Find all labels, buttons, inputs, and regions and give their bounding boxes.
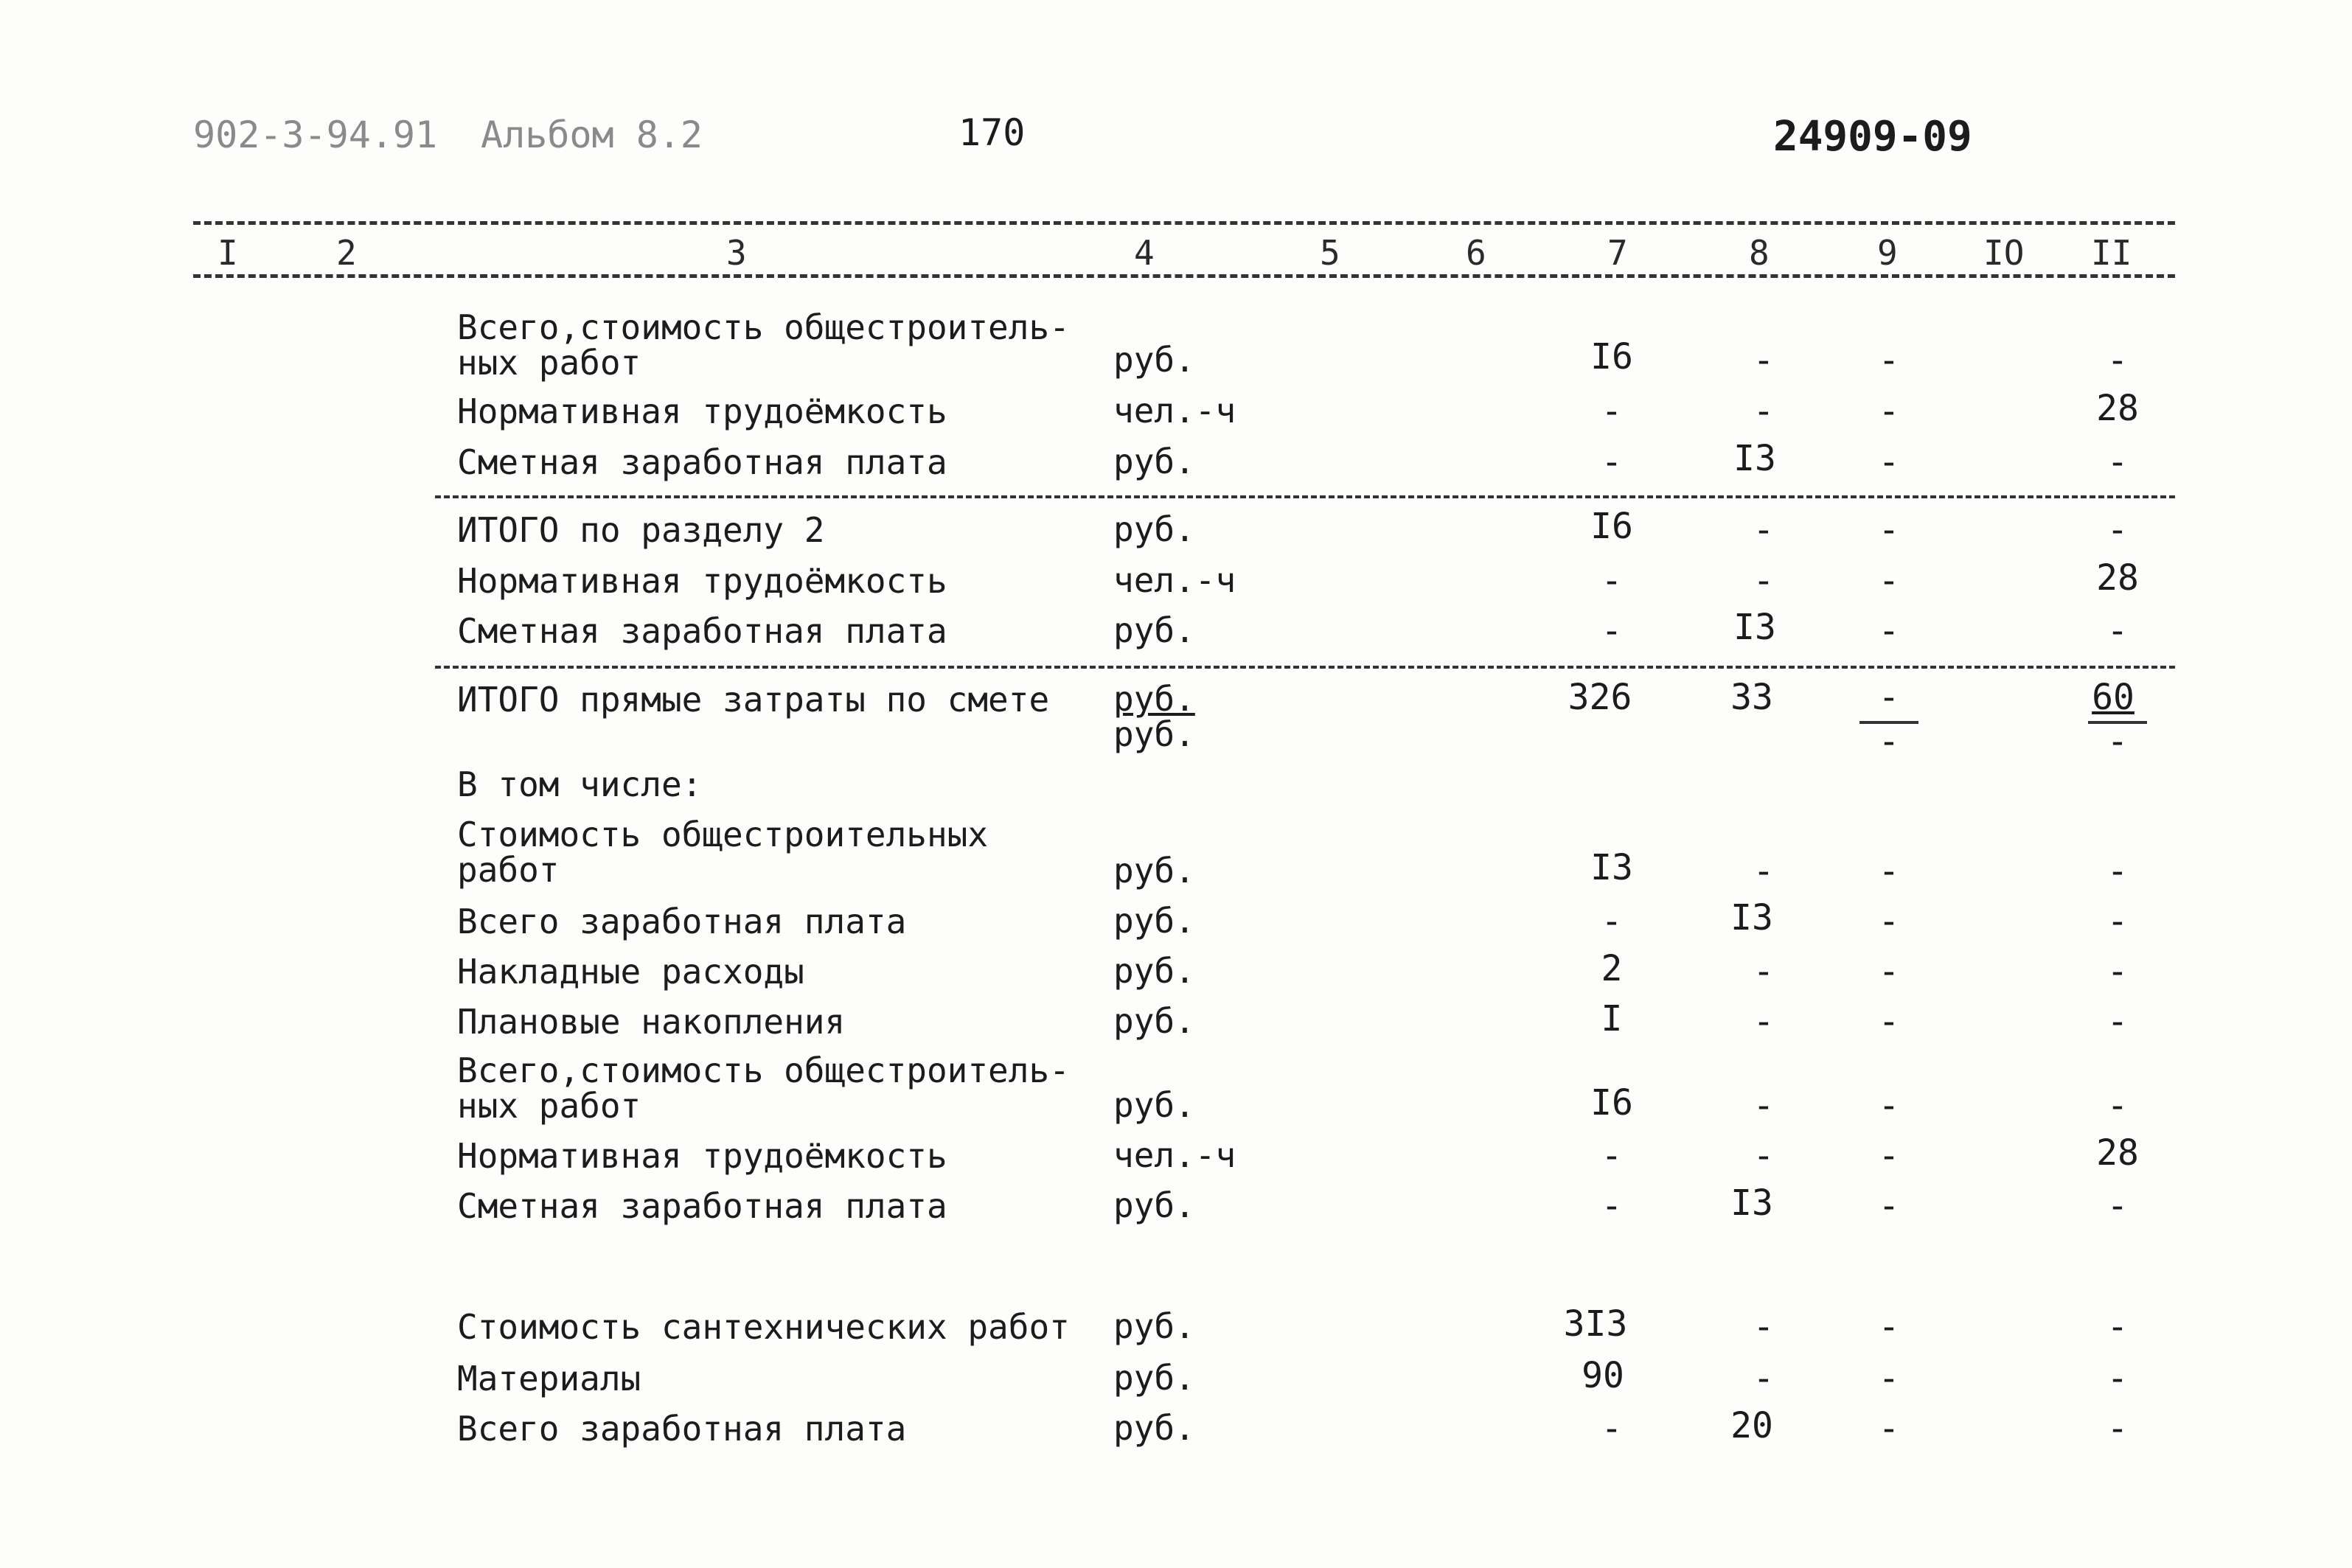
column-header-3: 3 xyxy=(726,233,747,273)
row-unit: руб. xyxy=(1113,442,1195,481)
cell-col7: 3I3 xyxy=(1563,1303,1628,1345)
cell-col8: I3 xyxy=(1730,897,1773,938)
row-unit: руб. xyxy=(1113,679,1195,719)
cell-col8: - xyxy=(1753,1358,1775,1399)
cell-col11: - xyxy=(2106,610,2129,652)
column-header-2: 2 xyxy=(336,233,357,273)
cell-col11: - xyxy=(2106,1185,2129,1227)
cell-col8: - xyxy=(1753,509,1775,551)
cell-col9: - xyxy=(1878,1408,1900,1449)
cell-col7: - xyxy=(1601,610,1623,652)
row-unit: руб. xyxy=(1113,901,1195,941)
row-unit: руб. xyxy=(1113,851,1195,891)
row-unit: руб. xyxy=(1113,1358,1195,1398)
cell-col9: - xyxy=(1878,901,1900,942)
cell-col8: - xyxy=(1753,340,1775,381)
cell-col8: - xyxy=(1753,1001,1775,1042)
cell-col9: - xyxy=(1878,851,1900,892)
cell-col8: - xyxy=(1753,560,1775,602)
cell-col9: - xyxy=(1878,1085,1900,1126)
column-header-6: 6 xyxy=(1466,233,1486,273)
cell-col11: - xyxy=(2106,1306,2129,1348)
cell-col11: - xyxy=(2106,1085,2129,1126)
cell-col7: - xyxy=(1601,901,1623,942)
row-unit: руб. xyxy=(1113,340,1195,380)
cell-col9: - xyxy=(1878,951,1900,992)
row-description: ИТОГО прямые затраты по смете xyxy=(457,680,1050,719)
cell-col11: 28 xyxy=(2096,388,2139,429)
page-number: 170 xyxy=(958,111,1026,154)
cell-col8: 20 xyxy=(1730,1405,1773,1446)
column-header-1: I xyxy=(218,233,238,273)
row-description: Нормативная трудоёмкость xyxy=(457,391,947,431)
cell-col7: 2 xyxy=(1601,948,1623,989)
column-header-4: 4 xyxy=(1134,233,1155,273)
row-unit: руб. xyxy=(1113,610,1195,650)
row-description: Накладные расходы xyxy=(457,952,804,992)
column-header-7: 7 xyxy=(1607,233,1628,273)
column-header-10: IO xyxy=(1983,233,2025,273)
cell-col9: - xyxy=(1878,1135,1900,1177)
row-description: Всего заработная плата xyxy=(457,902,907,941)
document-code: 902-3-94.91 xyxy=(193,114,438,156)
cell-col11: - xyxy=(2106,1408,2129,1449)
cell-col7: - xyxy=(1601,1408,1623,1449)
row-unit: руб. xyxy=(1113,1085,1195,1125)
row-unit: руб. xyxy=(1113,509,1195,549)
cell-col8: - xyxy=(1753,1135,1775,1177)
row-description: Сметная заработная плата xyxy=(457,1186,947,1226)
cell-col8: - xyxy=(1753,1085,1775,1126)
cell-col8: I3 xyxy=(1733,607,1776,648)
cell-col8: - xyxy=(1753,951,1775,992)
cell-col7: I xyxy=(1601,998,1623,1039)
cell-col7: - xyxy=(1601,442,1623,483)
row-unit: чел.-ч xyxy=(1113,1135,1236,1175)
section-separator xyxy=(435,666,2175,669)
cell-col7: - xyxy=(1601,560,1623,602)
cell-col9: - xyxy=(1878,1358,1900,1399)
table-header-top-rule xyxy=(193,221,2175,225)
row-description: Сметная заработная плата xyxy=(457,611,947,651)
cell-col9-secondary: - xyxy=(1878,721,1900,762)
cell-col11: 28 xyxy=(2096,1132,2139,1174)
cell-col9: - xyxy=(1878,560,1900,602)
cell-col11-secondary: - xyxy=(2106,721,2129,762)
row-description: Сметная заработная плата xyxy=(457,442,947,482)
row-description: Всего,стоимость общестроитель- ных работ xyxy=(457,1050,1070,1126)
row-description: ИТОГО по разделу 2 xyxy=(457,510,825,550)
row-unit: руб. xyxy=(1113,1408,1195,1448)
row-description: Плановые накопления xyxy=(457,1002,846,1042)
cell-col8: 33 xyxy=(1730,677,1773,718)
cell-col9: - xyxy=(1878,442,1900,483)
table-header-bottom-rule xyxy=(193,274,2175,278)
cell-col9: - xyxy=(1878,1001,1900,1042)
cell-col7: I3 xyxy=(1590,847,1633,888)
section-subheading: В том числе: xyxy=(457,764,703,804)
row-unit: руб. xyxy=(1113,1306,1195,1346)
cell-col7: 326 xyxy=(1568,677,1632,718)
cell-col11: - xyxy=(2106,851,2129,892)
column-header-9: 9 xyxy=(1877,233,1898,273)
row-description: Всего заработная плата xyxy=(457,1409,907,1449)
column-header-8: 8 xyxy=(1749,233,1770,273)
cell-col7: I6 xyxy=(1590,336,1633,377)
cell-col7: - xyxy=(1601,1185,1623,1227)
cell-col11: - xyxy=(2106,1001,2129,1042)
cell-col7: I6 xyxy=(1590,506,1633,547)
cell-col11: - xyxy=(2106,1358,2129,1399)
row-unit: чел.-ч xyxy=(1113,391,1236,431)
cell-col9: - xyxy=(1878,677,1900,718)
row-unit: руб. xyxy=(1113,951,1195,991)
row-description: Всего,стоимость общестроитель- ных работ xyxy=(457,307,1070,383)
section-separator xyxy=(435,495,2175,498)
sheet-code: 24909-09 xyxy=(1773,113,1972,161)
cell-col11: - xyxy=(2106,951,2129,992)
row-unit: руб. xyxy=(1113,1185,1195,1225)
column-header-11: II xyxy=(2091,233,2132,273)
cell-col9: - xyxy=(1878,340,1900,381)
row-description: Материалы xyxy=(457,1359,641,1398)
cell-col11: - xyxy=(2106,340,2129,381)
cell-col7: - xyxy=(1601,1135,1623,1177)
cell-col7: I6 xyxy=(1590,1082,1633,1123)
cell-col7: - xyxy=(1601,391,1623,432)
cell-col11: 28 xyxy=(2096,557,2139,599)
cell-col8: I3 xyxy=(1733,438,1776,479)
cell-col9: - xyxy=(1878,610,1900,652)
cell-col11: - xyxy=(2106,509,2129,551)
row-description: Нормативная трудоёмкость xyxy=(457,1136,947,1176)
row-description: Стоимость общестроительных работ xyxy=(457,815,989,890)
cell-col8: - xyxy=(1753,1306,1775,1348)
column-header-5: 5 xyxy=(1320,233,1340,273)
row-unit: руб. xyxy=(1113,1001,1195,1041)
row-unit-secondary: руб. xyxy=(1113,714,1195,754)
row-description: Стоимость сантехнических работ xyxy=(457,1307,1070,1347)
cell-col7: 90 xyxy=(1582,1355,1624,1396)
cell-col9: - xyxy=(1878,391,1900,432)
cell-col8: - xyxy=(1753,851,1775,892)
cell-col11: 60 xyxy=(2092,677,2134,718)
cell-col11: - xyxy=(2106,901,2129,942)
cell-col9: - xyxy=(1878,509,1900,551)
cell-col8: - xyxy=(1753,391,1775,432)
cell-col9: - xyxy=(1878,1185,1900,1227)
row-unit: чел.-ч xyxy=(1113,560,1236,600)
row-description: Нормативная трудоёмкость xyxy=(457,561,947,601)
cell-col8: I3 xyxy=(1730,1182,1773,1224)
cell-col11: - xyxy=(2106,442,2129,483)
cell-col9: - xyxy=(1878,1306,1900,1348)
album-label: Альбом 8.2 xyxy=(481,114,703,156)
